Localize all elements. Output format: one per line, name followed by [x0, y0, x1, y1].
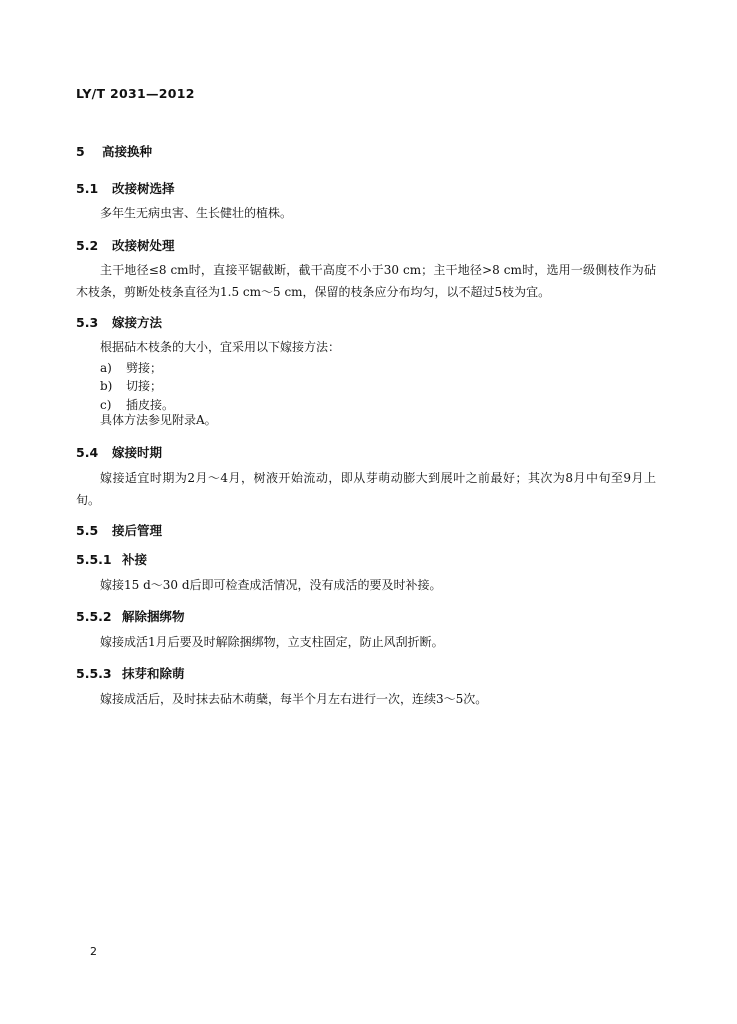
section-5-2-heading — [76, 236, 175, 254]
section-5-5-heading — [76, 521, 162, 539]
standard-code-header: LY/T 2031—2012 — [76, 86, 195, 101]
section-5-5-2-body: 嫁接成活1月后要及时解除捆绑物，立支柱固定，防止风刮折断。 — [100, 635, 444, 649]
section-number: 5.4 — [76, 445, 99, 460]
page-number: 2 — [90, 945, 97, 958]
section-5-1-heading — [76, 179, 175, 197]
section-number: 5.1 — [76, 181, 99, 196]
section-title: 高接换种 — [102, 144, 153, 159]
section-number: 5 — [76, 144, 85, 159]
section-number: 5.5.3 — [76, 666, 112, 681]
list-item — [100, 359, 162, 376]
section-5-2-body: 主干地径≤8 cm时，直接平锯截断，截干高度不小于30 cm；主干地径>8 cm时，选用一级侧枝作为砧木枝条，剪断处枝条直径为1.5 cm～5 cm，保留的枝条应分布均匀，以不超过5枝为宜。 — [76, 263, 656, 299]
section-5-3-intro: 根据砧木枝条的大小，宜采用以下嫁接方法： — [100, 340, 341, 354]
section-5-4-body: 嫁接适宜时期为2月～4月，树液开始流动，即从芽萌动膨大到展叶之前最好；其次为8月中旬至9月上旬。 — [76, 471, 656, 507]
section-title: 嫁接方法 — [112, 315, 163, 330]
section-5-5-1-body: 嫁接15 d～30 d后即可检查成活情况，没有成活的要及时补接。 — [100, 578, 442, 592]
section-title: 嫁接时期 — [112, 445, 163, 460]
list-marker: c) — [100, 398, 112, 412]
section-5-3-note: 具体方法参见附录A。 — [100, 413, 217, 427]
list-marker: a) — [100, 361, 112, 375]
section-number: 5.3 — [76, 315, 99, 330]
list-item-text: 切接； — [126, 379, 163, 393]
list-marker: b) — [100, 379, 113, 393]
section-5-1-body: 多年生无病虫害、生长健壮的植株。 — [100, 206, 293, 220]
section-5-5-1-heading — [76, 550, 147, 568]
section-title: 解除捆绑物 — [122, 609, 185, 624]
section-5-5-3-heading — [76, 664, 185, 682]
section-number: 5.5.1 — [76, 552, 112, 567]
section-number: 5.5.2 — [76, 609, 112, 624]
list-item-text: 劈接； — [126, 361, 163, 375]
list-item — [100, 377, 162, 394]
section-5-5-3-body: 嫁接成活后，及时抹去砧木萌蘖，每半个月左右进行一次，连续3～5次。 — [100, 692, 488, 706]
section-5-4-heading — [76, 443, 162, 461]
section-title: 补接 — [122, 552, 148, 567]
section-title: 接后管理 — [112, 523, 163, 538]
section-title: 改接树选择 — [112, 181, 175, 196]
section-title: 抹芽和除萌 — [122, 666, 185, 681]
section-5-5-2-heading — [76, 607, 185, 625]
section-number: 5.5 — [76, 523, 99, 538]
section-5-heading — [76, 142, 152, 160]
section-5-3-heading — [76, 313, 162, 331]
section-title: 改接树处理 — [112, 238, 175, 253]
section-number: 5.2 — [76, 238, 99, 253]
list-item-text: 插皮接。 — [126, 398, 175, 412]
